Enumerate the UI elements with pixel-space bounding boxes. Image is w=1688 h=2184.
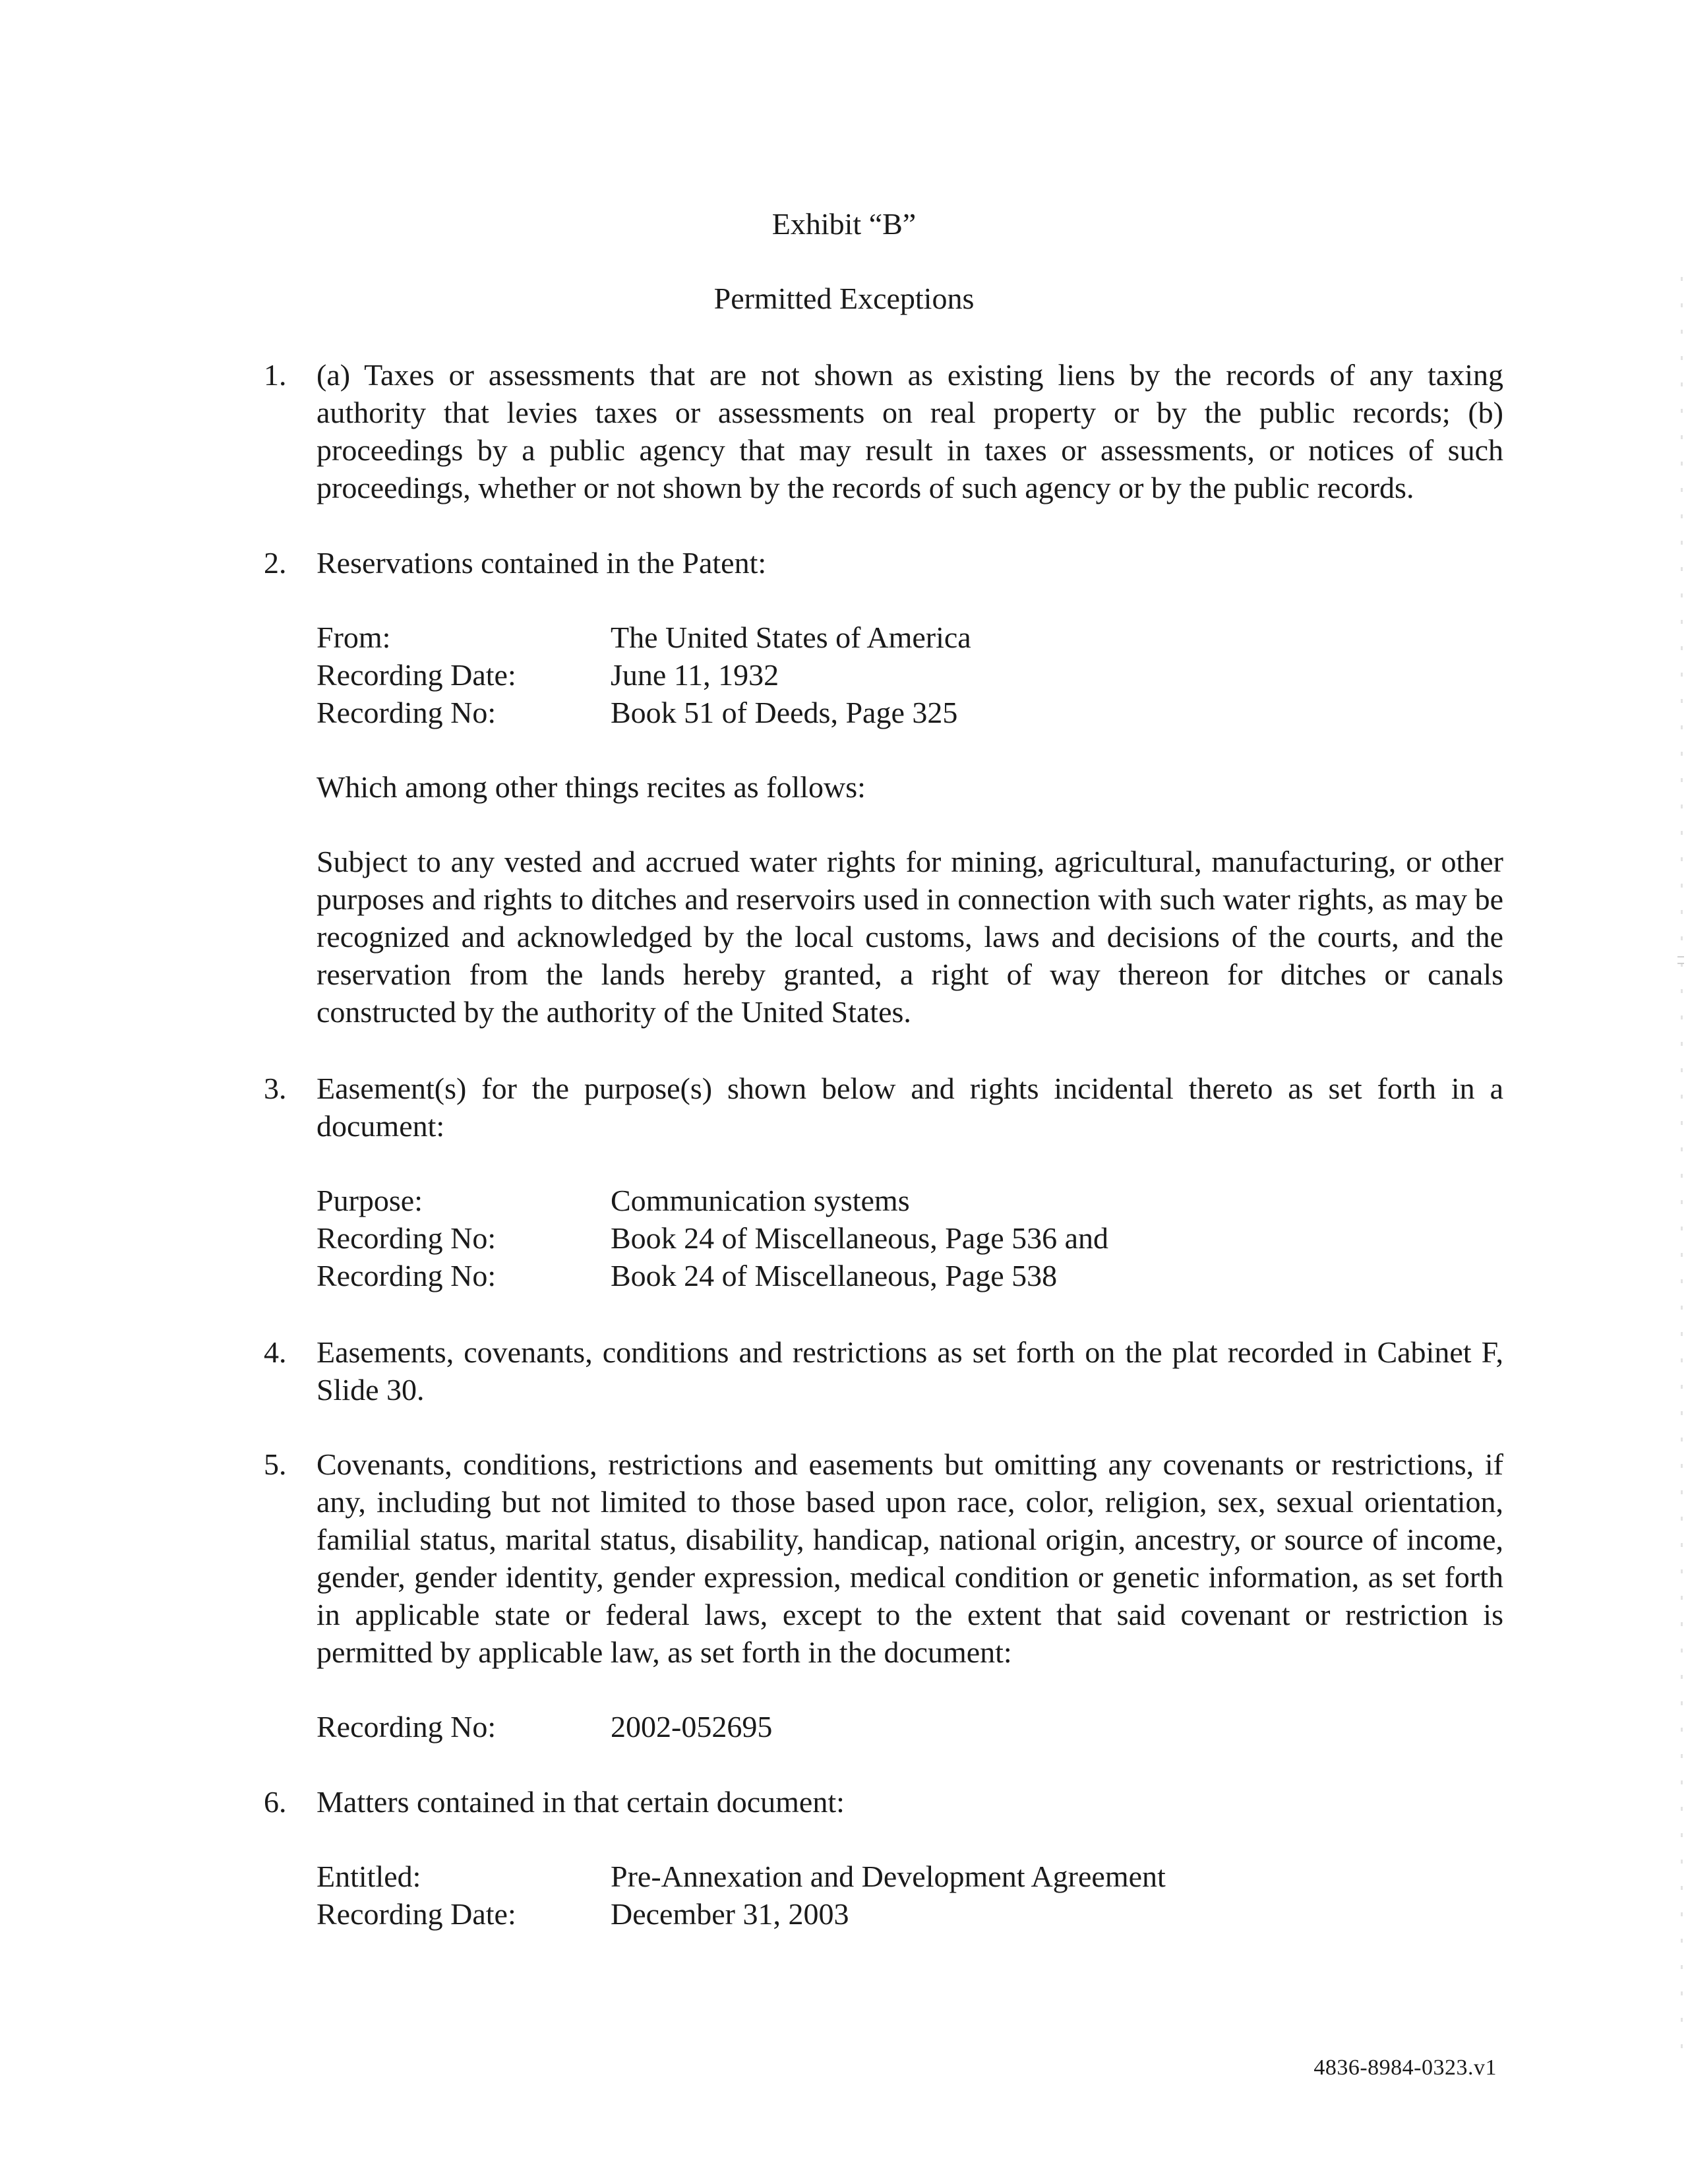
item-text: Matters contained in that certain document: (316, 1785, 845, 1819)
patent-details (316, 619, 1503, 731)
recital-text: Subject to any vested and accrued water rights for mining, agricultural, manufacturing, or other purposes and rights to ditches and reservoirs used in connection with such water rights, as may be recognized and acknowledged by the local customs, laws and decisions of the courts, and the reservation from the lands hereby granted, a right of way thereon for ditches or canals constructed by the authority of the United States. (316, 845, 1503, 1029)
detail-row (316, 656, 1503, 694)
detail-row (316, 694, 1503, 731)
scan-mark (1677, 956, 1684, 957)
agreement-details (316, 1858, 1503, 1933)
detail-label: Recording No: (316, 1259, 497, 1292)
exhibit-title: Exhibit “B” (771, 207, 917, 241)
detail-value: The United States of America (611, 621, 971, 654)
detail-row (316, 1895, 1503, 1933)
detail-value: Book 51 of Deeds, Page 325 (611, 696, 958, 729)
detail-value: December 31, 2003 (611, 1897, 849, 1931)
item-number: 2. (264, 546, 287, 580)
detail-label: Recording No: (316, 1710, 497, 1744)
detail-label: Purpose: (316, 1184, 423, 1217)
item-number: 4. (264, 1335, 287, 1369)
detail-value: Book 24 of Miscellaneous, Page 536 and (611, 1221, 1109, 1255)
item-text: Reservations contained in the Patent: (316, 546, 767, 580)
item-number: 3. (264, 1072, 287, 1105)
detail-label: Entitled: (316, 1860, 421, 1893)
item-text: (a) Taxes or assessments that are not shown as existing liens by the records of any taxing authority that levies taxes or assessments on real property or by the public records; (b) proceedings by a public agency that may result in taxes or assessments, or notices of such proceedings, whether or not shown by the records of such agency or by the public records. (316, 358, 1503, 504)
recites-intro: Which among other things recites as follows: (316, 770, 866, 804)
item-number: 1. (264, 358, 287, 392)
detail-label: Recording Date: (316, 1897, 516, 1931)
item-text: Covenants, conditions, restrictions and easements but omitting any covenants or restrictions, if any, including but not limited to those based upon race, color, religion, sex, sexual orientation, familial status, marital status, disability, handicap, national origin, ancestry, or source of income, gender, gender identity, gender expression, medical condition or genetic information, as set forth in applicable state or federal laws, except to the extent that said covenant or restriction is permitted by applicable law, as set forth in the document: (316, 1447, 1503, 1669)
exhibit-subtitle: Permitted Exceptions (713, 282, 975, 315)
detail-row (316, 1858, 1503, 1895)
detail-value: Communication systems (611, 1184, 910, 1217)
detail-label: Recording Date: (316, 658, 516, 692)
document-id: 4836-8984-0323.v1 (1313, 2055, 1497, 2080)
detail-value: Pre-Annexation and Development Agreement (611, 1860, 1166, 1893)
detail-row (316, 1257, 1503, 1294)
item-number: 5. (264, 1447, 287, 1481)
detail-value: June 11, 1932 (611, 658, 779, 692)
detail-value: 2002-052695 (611, 1710, 773, 1744)
detail-label: Recording No: (316, 696, 497, 729)
easement-details (316, 1182, 1503, 1294)
detail-row (316, 1219, 1503, 1257)
covenant-details (316, 1708, 1503, 1745)
detail-row (316, 1708, 1503, 1745)
detail-label: From: (316, 621, 391, 654)
detail-row (316, 619, 1503, 656)
detail-label: Recording No: (316, 1221, 497, 1255)
item-text: Easements, covenants, conditions and restrictions as set forth on the plat recorded in Cabinet F, Slide 30. (316, 1335, 1503, 1407)
item-number: 6. (264, 1785, 287, 1819)
item-text: Easement(s) for the purpose(s) shown below and rights incidental thereto as set forth in a document: (316, 1072, 1503, 1143)
detail-row (316, 1182, 1503, 1219)
scan-mark (1677, 963, 1684, 964)
scan-edge-artifact (1681, 277, 1683, 2057)
detail-value: Book 24 of Miscellaneous, Page 538 (611, 1259, 1058, 1292)
